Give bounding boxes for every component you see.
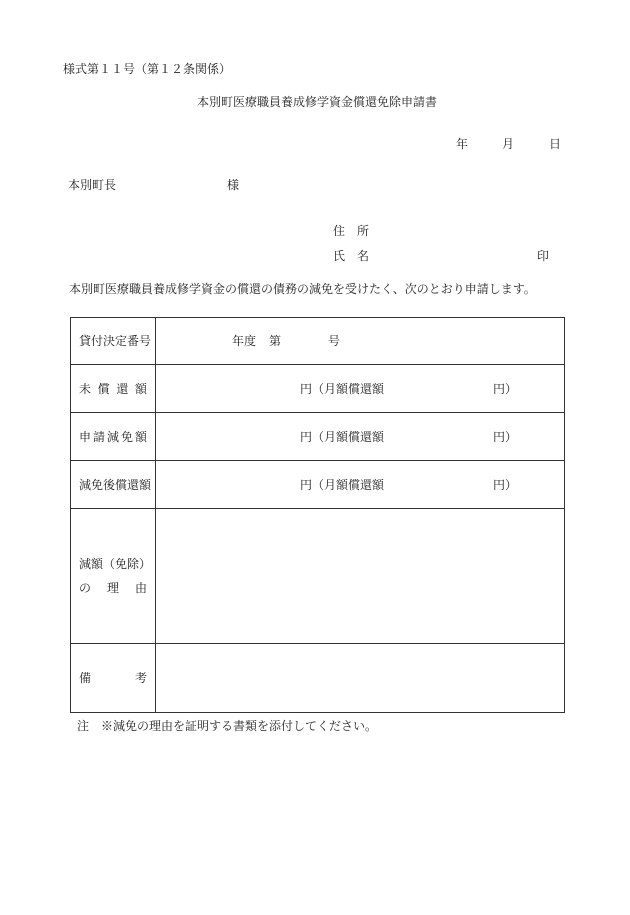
remarks-label — [71, 644, 156, 713]
requested-amount-field[interactable] — [156, 413, 565, 461]
requested-label-char: 免 — [120, 429, 133, 444]
unpaid-label-char: 償 — [97, 381, 110, 396]
row-after-amount — [71, 461, 565, 509]
reason-label — [71, 509, 156, 644]
unpaid-label-char: 未 — [79, 381, 92, 396]
loan-number-label: 貸付決定番号 — [71, 318, 156, 365]
reason-label-line2 — [79, 581, 147, 595]
loan-number-field[interactable] — [156, 318, 565, 365]
unpaid-amount-field[interactable] — [156, 365, 565, 413]
form-number: 様式第１１号（第１２条関係） — [63, 62, 232, 76]
reason-field[interactable] — [156, 509, 565, 644]
requested-yen-end: 円） — [493, 429, 518, 444]
date-month-label: 月 — [502, 137, 515, 151]
date-day-label: 日 — [549, 137, 562, 151]
remarks-label-char: 備 — [79, 671, 92, 685]
row-remarks — [71, 644, 565, 713]
requested-yen-text: 円（月額償還額 — [300, 429, 385, 444]
application-table — [70, 317, 565, 713]
row-unpaid-amount — [71, 365, 565, 413]
reason-label-char: 由 — [134, 581, 147, 595]
loan-go-label: 号 — [328, 334, 341, 348]
reason-label-line1: 減額（免除） — [79, 557, 152, 571]
reason-label-char: の — [79, 581, 92, 595]
addressee-name: 本別町長 — [68, 178, 117, 192]
row-reason — [71, 509, 565, 644]
after-amount-field[interactable] — [156, 461, 565, 509]
loan-nendo-label: 年度 — [232, 334, 257, 348]
after-amount-label: 減免後償還額 — [71, 461, 156, 509]
unpaid-label-char: 還 — [116, 381, 129, 396]
document-title: 本別町医療職員養成修学資金償還免除申請書 — [197, 95, 438, 109]
requested-amount-label — [71, 413, 156, 461]
row-loan-number — [71, 318, 565, 365]
after-yen-end: 円） — [493, 477, 518, 492]
requested-label-char: 請 — [92, 429, 105, 444]
requested-label-char: 減 — [106, 429, 119, 444]
unpaid-amount-label — [71, 365, 156, 413]
seal-mark: 印 — [537, 249, 550, 263]
unpaid-yen-end: 円） — [493, 381, 518, 396]
loan-dai-label: 第 — [269, 334, 282, 348]
after-yen-text: 円（月額償還額 — [300, 477, 385, 492]
addressee-honorific: 様 — [227, 178, 240, 192]
requested-label-char: 額 — [134, 429, 147, 444]
remarks-label-char: 考 — [134, 671, 147, 685]
row-requested-amount — [71, 413, 565, 461]
reason-label-char: 理 — [106, 581, 119, 595]
unpaid-yen-text: 円（月額償還額 — [300, 381, 385, 396]
date-year-label: 年 — [456, 137, 469, 151]
address-label: 住 所 — [333, 224, 370, 238]
attachment-note: 注 ※減免の理由を証明する書類を添付してください。 — [77, 719, 378, 733]
remarks-field[interactable] — [156, 644, 565, 713]
requested-label-char: 申 — [79, 429, 92, 444]
request-statement: 本別町医療職員養成修学資金の償還の債務の減免を受けたく、次のとおり申請します。 — [69, 282, 536, 296]
name-label: 氏 名 — [333, 249, 370, 263]
unpaid-label-char: 額 — [134, 381, 147, 396]
